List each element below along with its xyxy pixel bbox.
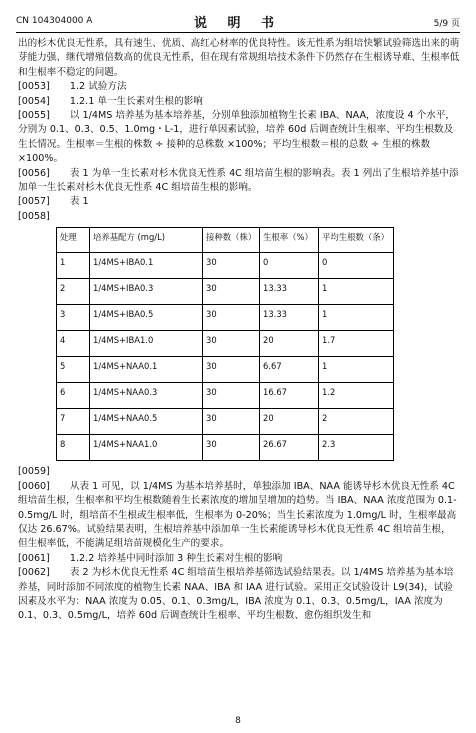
table-row (57, 409, 394, 435)
table-cell: 1/4MS+IBA0.5 (90, 305, 203, 331)
para-text: 1.2.2 培养基中同时添加 3 种生长素对生根的影响 (69, 552, 283, 564)
col-header-rooting-rate: 生根率（%） (260, 228, 319, 253)
table-cell: 13.33 (260, 279, 319, 305)
table-cell: 30 (203, 435, 260, 461)
table-cell: 20 (260, 331, 319, 357)
paragraph-0061 (18, 552, 460, 566)
table-cell: 0 (260, 253, 319, 279)
table-cell: 2.3 (319, 435, 394, 461)
table-cell: 0 (319, 253, 394, 279)
para-tag: [0055] (18, 110, 50, 122)
paragraph-0059 (18, 465, 460, 479)
col-header-treatment: 处理 (57, 228, 90, 253)
table-cell: 6 (57, 383, 90, 409)
table-cell: 1/4MS+IBA1.0 (90, 331, 203, 357)
para-tag: [0061] (18, 552, 50, 564)
para-tag: [0062] (18, 567, 50, 579)
table-row (57, 279, 394, 305)
table-cell: 1.7 (319, 331, 394, 357)
col-header-avg-roots: 平均生根数（条） (319, 228, 394, 253)
col-header-inoculated: 接种数（株） (203, 228, 260, 253)
table-cell: 20 (260, 409, 319, 435)
table-row (57, 383, 394, 409)
page-indicator: 5/9 页 (433, 19, 460, 29)
table-cell: 1/4MS+NAA1.0 (90, 435, 203, 461)
table-cell: 8 (57, 435, 90, 461)
table-row (57, 305, 394, 331)
table-cell: 1 (319, 357, 394, 383)
table-cell: 1 (319, 279, 394, 305)
table-cell: 1 (319, 305, 394, 331)
page-header (16, 12, 460, 30)
table-caption: 表 1 (69, 196, 89, 208)
paragraph-0057 (18, 195, 460, 209)
table-cell: 6.67 (260, 357, 319, 383)
paragraph-0054 (18, 95, 460, 109)
para-tag: [0058] (18, 210, 50, 222)
table-cell: 1 (57, 253, 90, 279)
table-cell: 30 (203, 253, 260, 279)
table-cell: 7 (57, 409, 90, 435)
patent-number: CN 104304000 A (16, 16, 93, 26)
table-row (57, 331, 394, 357)
table-cell: 30 (203, 409, 260, 435)
table-row (57, 253, 394, 279)
table-cell: 4 (57, 331, 90, 357)
table-cell: 30 (203, 305, 260, 331)
table-cell: 30 (203, 383, 260, 409)
para-tag: [0057] (18, 196, 50, 208)
table-row (57, 435, 394, 461)
table-cell: 16.67 (260, 383, 319, 409)
table-cell: 1/4MS+IBA0.3 (90, 279, 203, 305)
table-cell: 1/4MS+NAA0.3 (90, 383, 203, 409)
paragraph-0053 (18, 80, 460, 94)
para-text: 1.2 试验方法 (69, 81, 127, 93)
paragraph-0055 (18, 109, 460, 167)
col-header-medium: 培养基配方 (mg/L) (90, 228, 203, 253)
table-cell: 30 (203, 357, 260, 383)
document-title: 说 明 书 (193, 16, 283, 31)
paragraph-0056 (18, 167, 460, 196)
paragraph-0060 (18, 480, 460, 552)
rooting-table (56, 227, 394, 461)
para-tag: [0059] (18, 466, 50, 478)
para-text: 表 2 为杉木优良无性系 4C 组培苗生根培养基筛选试验结果表。以 1/4MS 培养基为基本培养基，同时添加不同浓度的植物生长素 NAA、IBA 和 IAA 进行试验。采用正交试验设计 L9(34)，试验因素及水平为：NAA 浓度为 0.05、0.1、0.3mg/L，IBA 浓度为 0.1、0.3、0.5mg/L，IAA 浓度为 0.1、0.3、0.5mg/L，培养 60d 后调查统计生根率、平均生根数、愈伤组织发生和 (18, 567, 454, 622)
paragraph-0062 (18, 566, 460, 624)
table-cell: 2 (319, 409, 394, 435)
table-cell: 1/4MS+NAA0.5 (90, 409, 203, 435)
table-cell: 26.67 (260, 435, 319, 461)
paragraph-0058 (18, 210, 460, 224)
para-text: 以 1/4MS 培养基为基本培养基，分别单独添加植物生长素 IBA、NAA，浓度设 4 个水平，分别为 0.1、0.3、0.5、1.0mg・L-1，进行单因素试验，培养 60d 后调查统计生根率、平均生根数及生长情况。生根率＝生根的株数 ÷ 接种的总株数 ×100%；平均生根数＝根的总数 ÷ 生根的株数 ×100%。 (18, 110, 456, 165)
paragraph-continued: 出的杉木优良无性系，具有速生、优质、高红心材率的优良特性。该无性系为组培快繁试验筛选出来的萌芽能力强、继代增殖倍数高的优良无性系，但在现有常规组培技术条件下仍然存在生根诱导难、生根率低和生根率不稳定的问题。 (18, 38, 460, 78)
table-row (57, 357, 394, 383)
table-header-row (57, 228, 394, 253)
table-cell: 1/4MS+NAA0.1 (90, 357, 203, 383)
page-number: 8 (235, 716, 241, 726)
table-cell: 1.2 (319, 383, 394, 409)
table-cell: 2 (57, 279, 90, 305)
para-tag: [0056] (18, 167, 50, 179)
table-cell: 3 (57, 305, 90, 331)
para-text: 表 1 为单一生长素对杉木优良无性系 4C 组培苗生根的影响表。表 1 列出了生根培养基中添加单一生长素对杉木优良无性系 4C 组培苗生根的影响。 (18, 167, 459, 194)
document-body (18, 37, 460, 624)
table-cell: 30 (203, 331, 260, 357)
para-tag: [0060] (18, 480, 50, 492)
table-cell: 13.33 (260, 305, 319, 331)
table-cell: 1/4MS+IBA0.1 (90, 253, 203, 279)
header-rule (16, 32, 460, 33)
para-text: 1.2.1 单一生长素对生根的影响 (69, 95, 203, 107)
para-tag: [0054] (18, 95, 50, 107)
para-tag: [0053] (18, 81, 50, 93)
table-cell: 30 (203, 279, 260, 305)
para-text: 从表 1 可见，以 1/4MS 为基本培养基时，单独添加 IBA、NAA 能诱导杉木优良无性系 4C 组培苗生根，生根率和平均生根数随着生长素浓度的增加呈增加的趋势。当 IBA、NAA 浓度范围为 0.1-0.5mg/L 时，组培苗不生根或生根率低，生根率为 0-20%；当生长素浓度为 1.0mg/L 时，生根率最高仅达 26.67%。试验结果表明，生根培养基中添加单一生长素能诱导杉木优良无性系 4C 组培苗生根，但生根率低，不能满足组培苗规模化生产的要求。 (18, 480, 457, 550)
table-cell: 5 (57, 357, 90, 383)
